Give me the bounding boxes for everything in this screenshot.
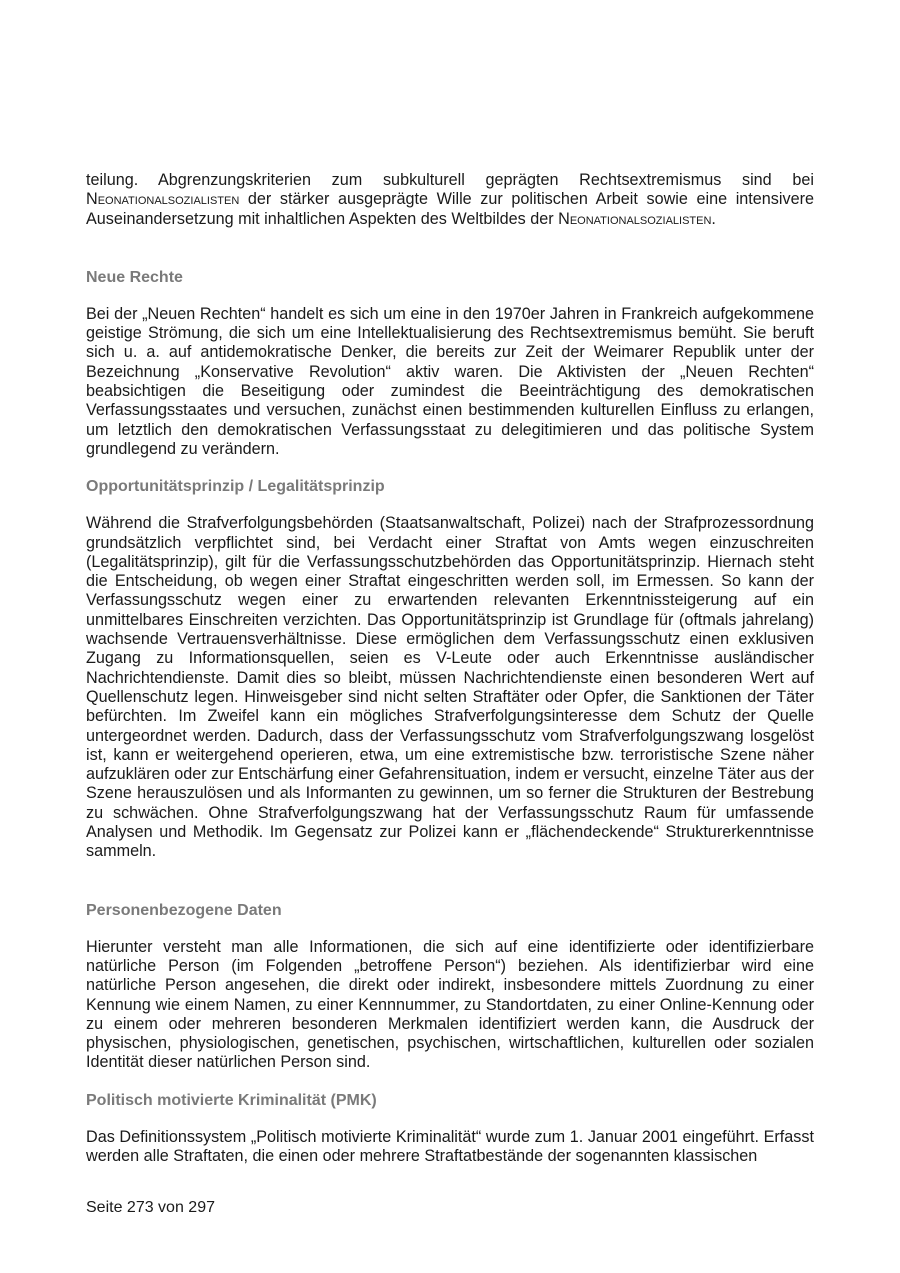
intro-text-2: der stärker ausgeprägte Wille zur politischen Arbeit sowie eine intensivere Auseinandersetzung mit inhaltlichen Aspekten des Weltbildes der	[86, 190, 814, 228]
heading-opportunitaet: Opportunitätsprinzip / Legalitätsprinzip	[86, 478, 385, 496]
intro-text-1: teilung. Abgrenzungskriterien zum subkulturell geprägten Rechtsextremismus sind bei	[86, 171, 814, 189]
body-personen: Hierunter versteht man alle Informationen, die sich auf eine identifizierte oder identifizierbare natürliche Person (im Folgenden „betroffene Person“) beziehen. Als identifizierbar wird eine natürliche Person angesehen, die direkt oder indirekt, insbesondere mittels Zuordnung zu einer Kennung wie einem Namen, zu einer Kennnummer, zu Standortdaten, zu einer Online-Kennung oder zu einem oder mehreren besonderen Merkmalen identifiziert werden kann, die Ausdruck der physischen, physiologischen, genetischen, psychischen, wirtschaftlichen, kulturellen oder sozialen Identität dieser natürlichen Person sind.	[86, 937, 814, 1072]
heading-pmk: Politisch motivierte Kriminalität (PMK)	[86, 1091, 377, 1109]
body-opportunitaet: Während die Strafverfolgungsbehörden (Staatsanwaltschaft, Polizei) nach der Strafprozessordnung grundsätzlich verpflichtet sind, bei Verdacht einer Straftat von Amts wegen einzuschreiten (Legalitätsprinzip), gilt für die Verfassungsschutzbehörden das Opportunitätsprinzip. Hiernach steht die Entscheidung, ob wegen einer Straftat eingeschritten werden soll, im Ermessen. So kann der Verfassungsschutz wegen einer zu erwartenden relevanten Erkenntnissteigerung auf ein unmittelbares Einschreiten verzichten. Das Opportunitätsprinzip ist Grundlage für (oftmals jahrelang) wachsende Vertrauensverhältnisse. Diese ermöglichen dem Verfassungsschutz einen exklusiven Zugang zu Informationsquellen, seien es V-Leute oder auch Erkenntnisse ausländischer Nachrichtendienste. Damit dies so bleibt, müssen Nachrichtendienste einen besonderen Wert auf Quellenschutz legen. Hinweisgeber sind nicht selten Straftäter oder Opfer, die Sanktionen der Täter befürchten. Im Zweifel kann ein mögliches Strafverfolgungsinteresse dem Schutz der Quelle untergeordnet werden. Dadurch, dass der Verfassungsschutz vom Strafverfolgungszwang losgelöst ist, kann er weitergehend operieren, etwa, um eine extremistische bzw. terroristische Szene näher aufzuklären oder zur Entschärfung einer Gefahrensituation, indem er versucht, einzelne Täter aus der Szene herauszulösen und als Informanten zu gewinnen, um so ferner die Strukturen der Bestrebung zu schwächen. Ohne Strafverfolgungszwang hat der Verfassungsschutz Raum für umfassende Analysen und Methodik. Im Gegensatz zur Polizei kann er „flächendeckende“ Strukturerkenntnisse sammeln.	[86, 514, 814, 861]
intro-text-3: .	[711, 209, 716, 228]
body-neue-rechte: Bei der „Neuen Rechten“ handelt es sich um eine in den 1970er Jahren in Frankreich aufgekommene geistige Strömung, die sich um eine Intellektualisierung des Rechtsextremismus bemüht. Sie beruft sich u. a. auf antidemokratische Denker, die bereits zur Zeit der Weimarer Republik unter der Bezeichnung „Konservative Revolution“ aktiv waren. Die Aktivisten der „Neuen Rechten“ beabsichtigen die Beseitigung oder zumindest die Beeinträchtigung des demokratischen Verfassungsstaates und versuchen, zunächst einen bestimmenden kulturellen Einfluss zu erlangen, um letztlich den demokratischen Verfassungsstaat zu delegitimieren und das politische System grundlegend zu verändern.	[86, 304, 814, 458]
intro-term-2: Neonationalsozialisten	[558, 209, 712, 228]
intro-paragraph	[86, 171, 814, 229]
intro-term-1: Neonationalsozialisten	[86, 190, 240, 209]
heading-personen: Personenbezogene Daten	[86, 901, 282, 919]
page-number: Seite 273 von 297	[86, 1199, 215, 1216]
document-page	[86, 171, 814, 1166]
body-pmk: Das Definitionssystem „Politisch motivierte Kriminalität“ wurde zum 1. Januar 2001 eingeführt. Erfasst werden alle Straftaten, die einen oder mehrere Straftatbestände der sogenannten klassischen	[86, 1127, 814, 1165]
heading-neue-rechte: Neue Rechte	[86, 268, 183, 286]
